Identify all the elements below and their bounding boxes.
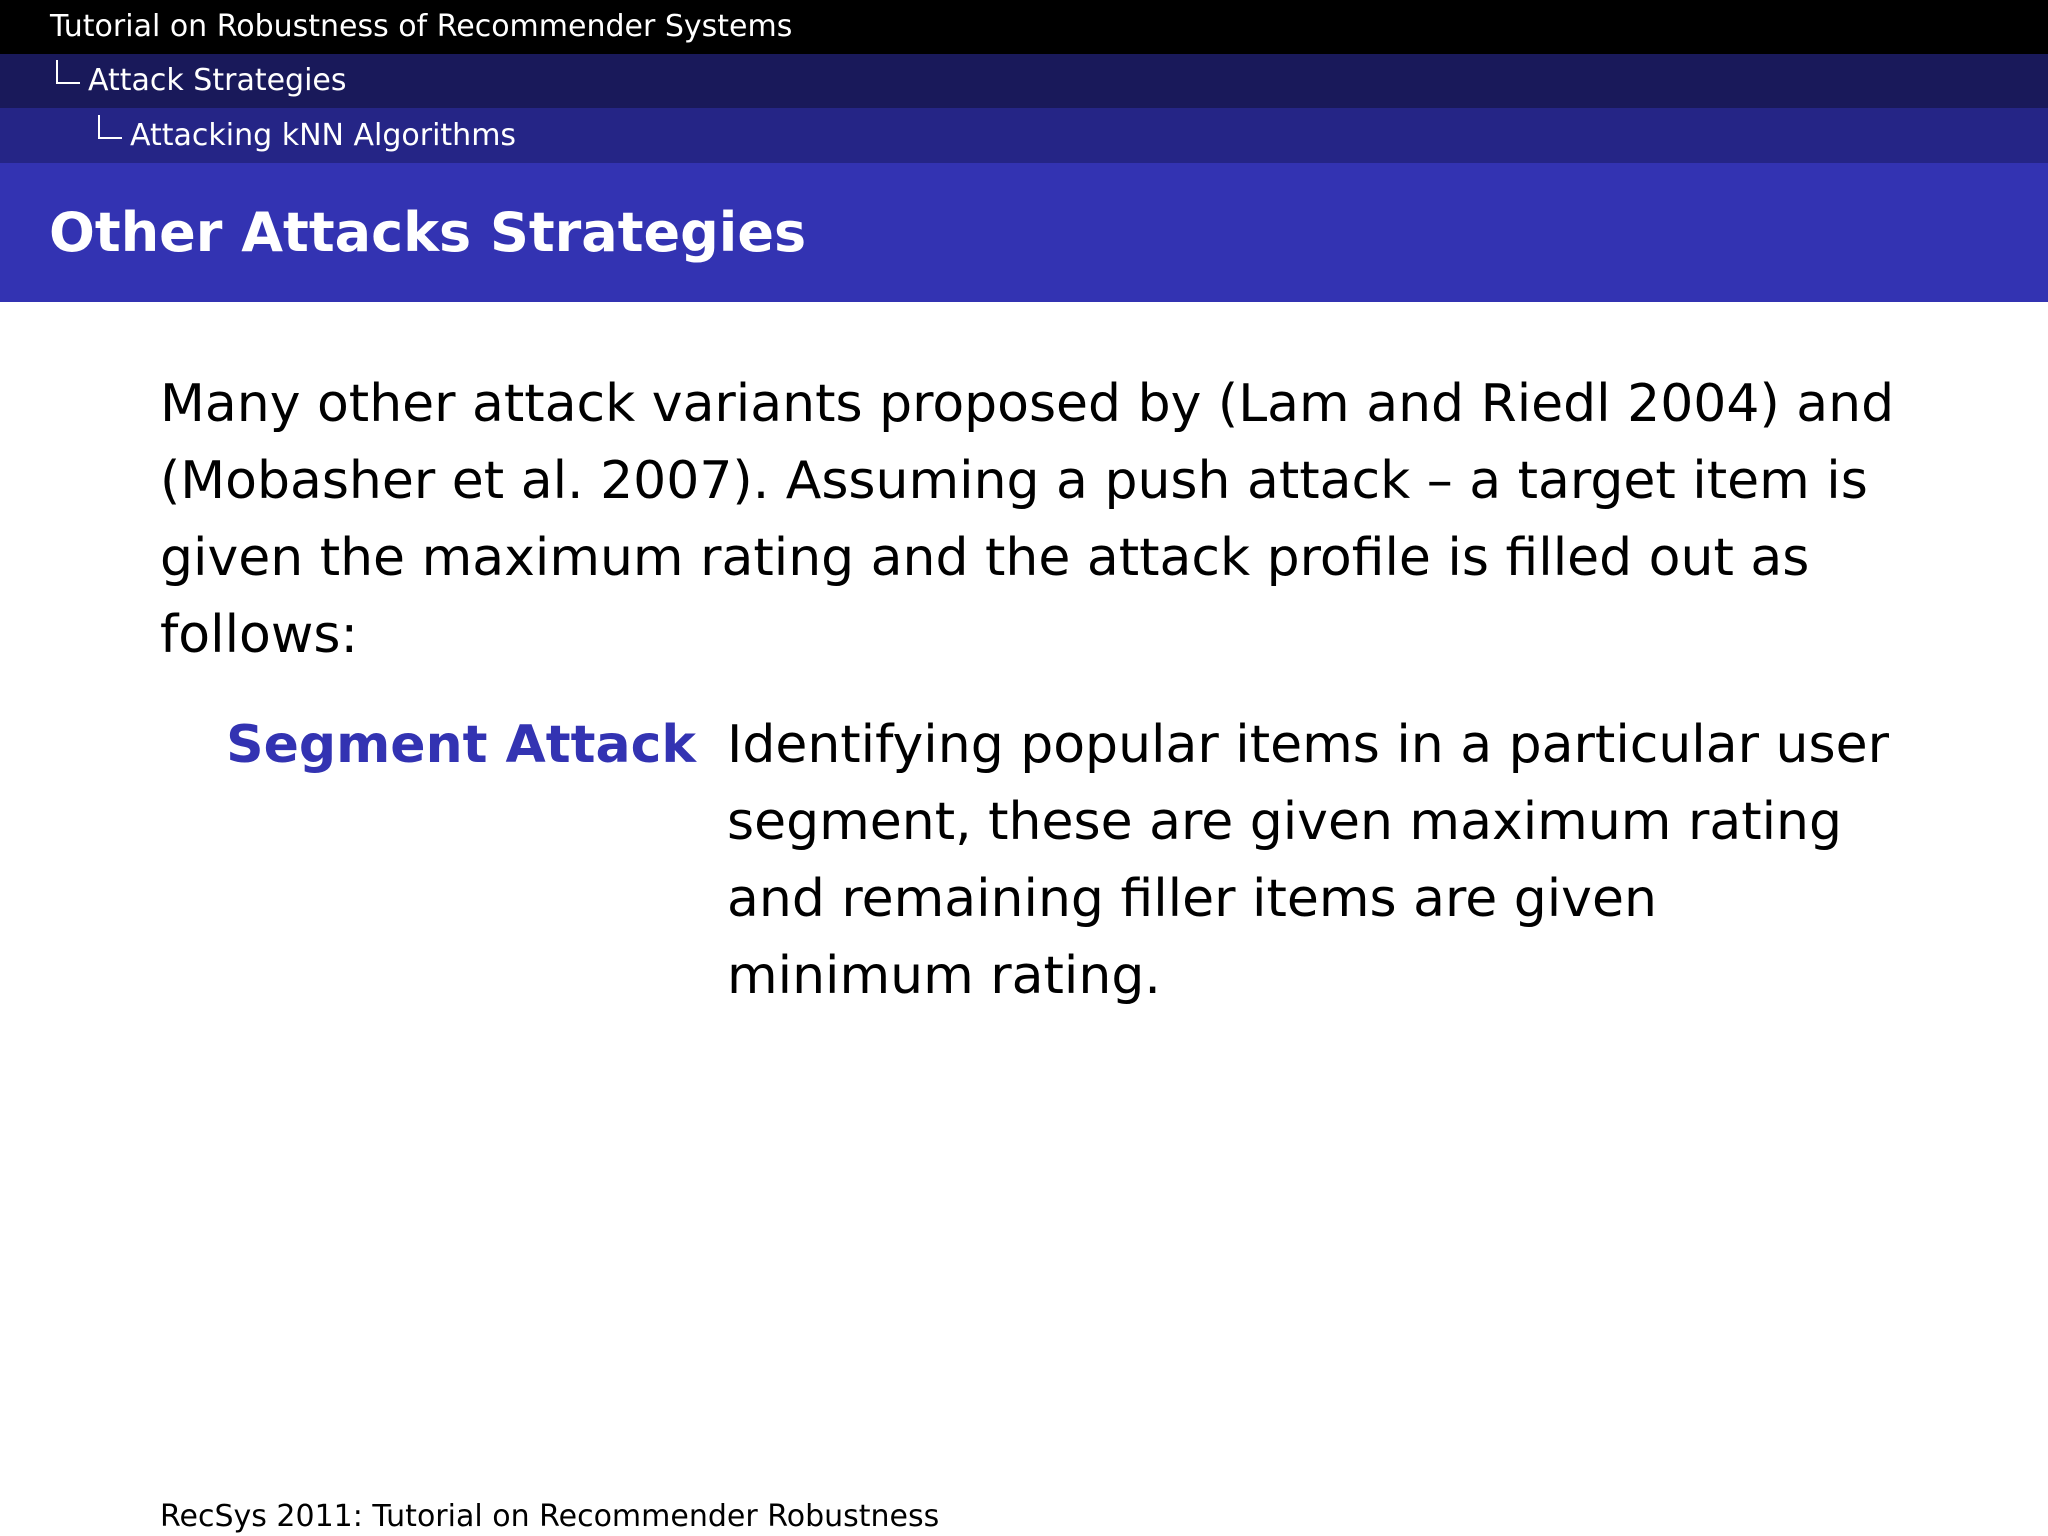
tree-branch-icon <box>98 115 122 139</box>
subsection-title[interactable]: Attacking kNN Algorithms <box>130 118 517 153</box>
presentation-title[interactable]: Tutorial on Robustness of Recommender Systems <box>50 9 793 44</box>
frame-title: Other Attacks Strategies <box>49 201 807 264</box>
header-subsection-bar <box>0 108 2048 163</box>
tree-branch-icon <box>56 60 80 84</box>
footer-text: RecSys 2011: Tutorial on Recommender Robustness <box>160 1499 940 1534</box>
definition-term: Segment Attack <box>226 715 696 775</box>
header-presentation-title-bar <box>0 0 2048 54</box>
definition-description: Identifying popular items in a particular user segment, these are given maximum rating and remaining filler items are given minimum rating. <box>727 715 1889 1006</box>
intro-paragraph: Many other attack variants proposed by (Lam and Riedl 2004) and (Mobasher et al. 2007). Assuming a push attack – a target item is given the maximum rating and the attack profile is filled out as follows: <box>160 374 1895 665</box>
section-title[interactable]: Attack Strategies <box>88 63 347 98</box>
header-section-bar <box>0 54 2048 108</box>
frame-title-bar <box>0 163 2048 302</box>
